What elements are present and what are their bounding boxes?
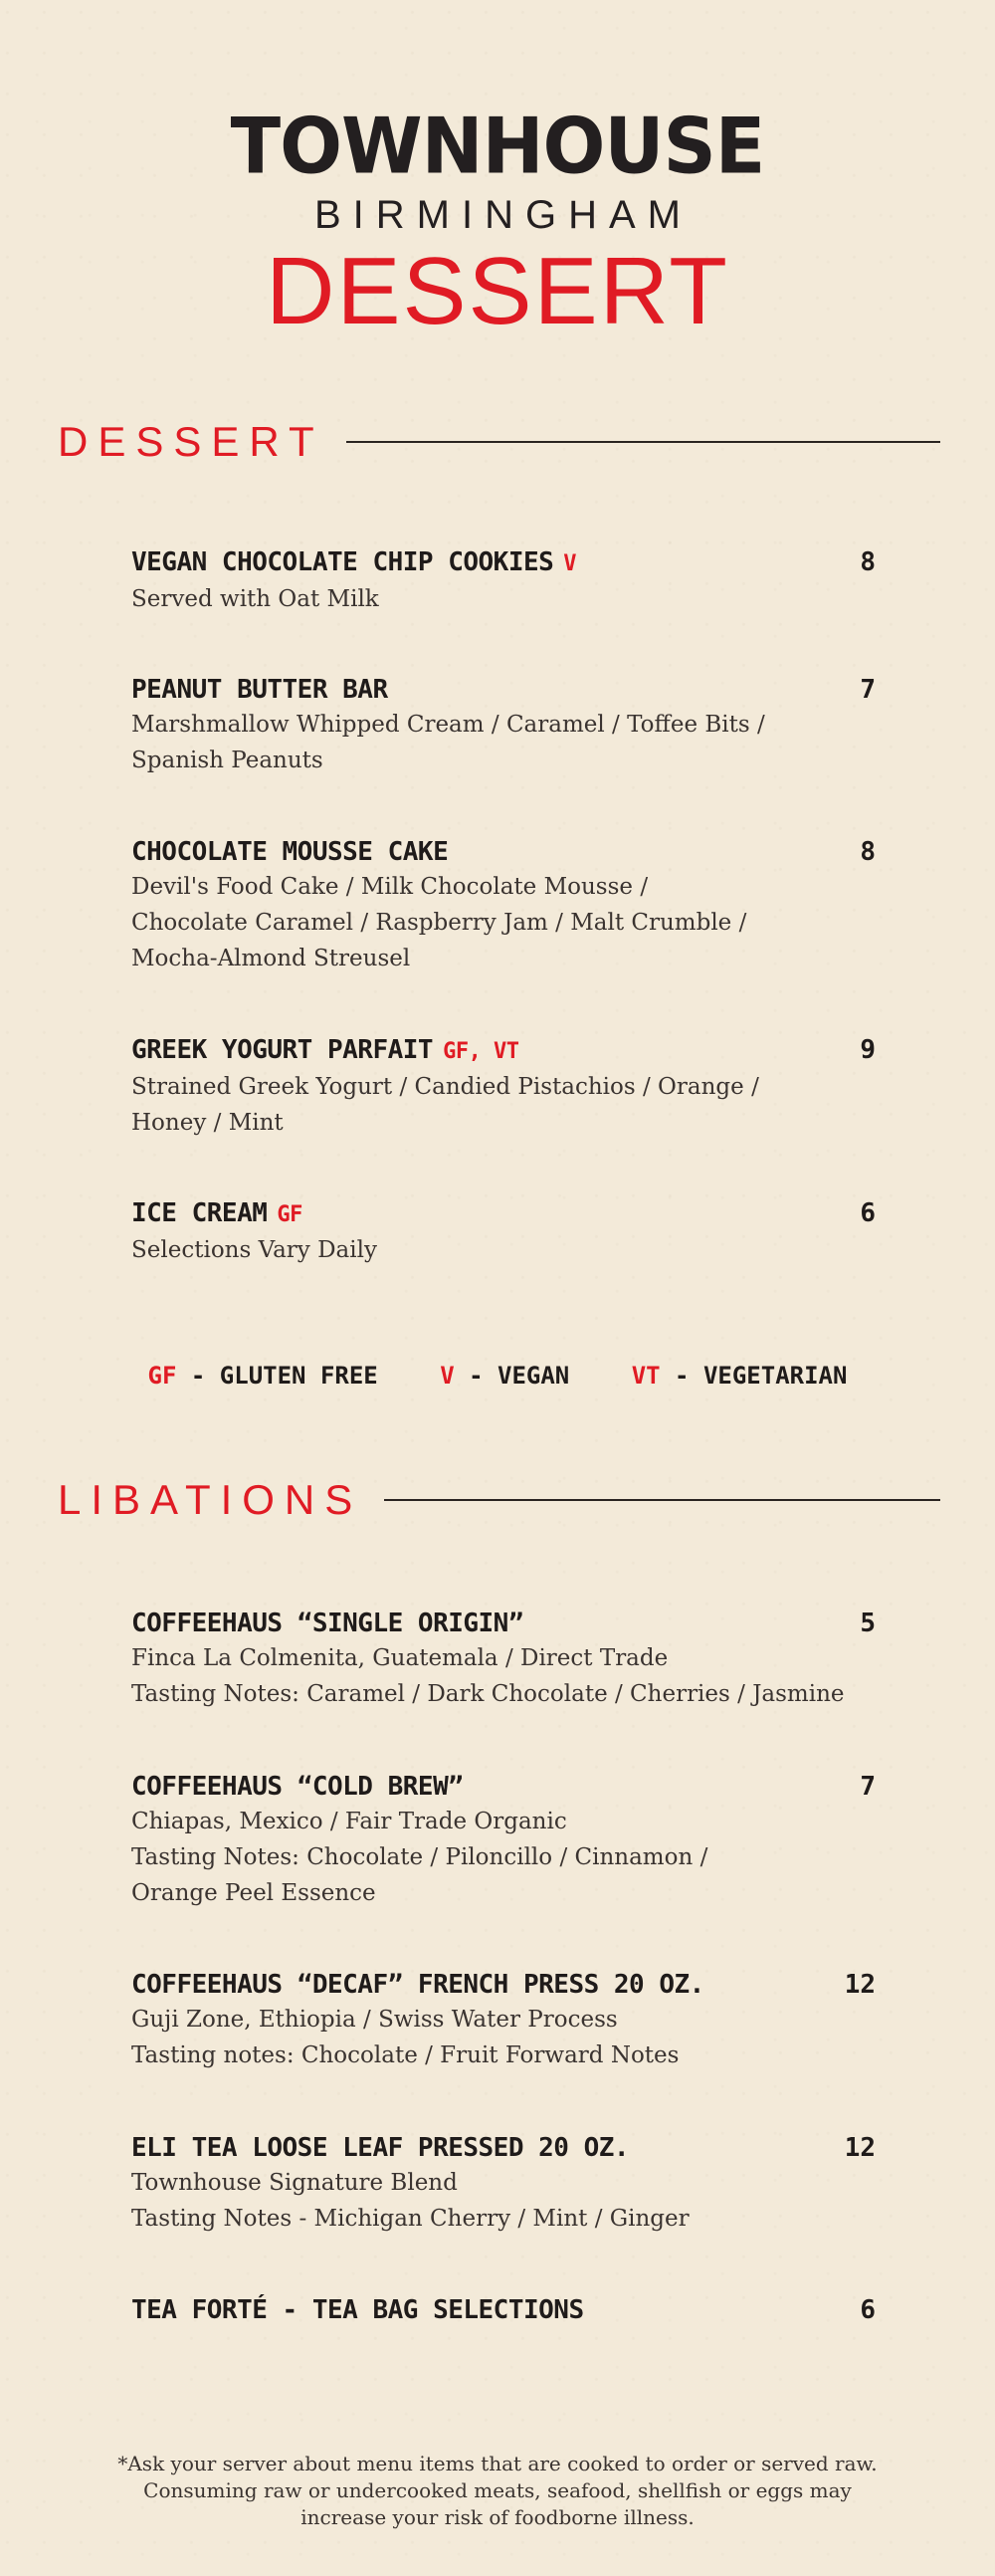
item-description-line: Finca La Colmenita, Guatemala / Direct Trade <box>131 1645 669 1671</box>
item-name: ELI TEA LOOSE LEAF PRESSED 20 OZ. <box>131 2133 630 2163</box>
item-description-line: Mocha-Almond Streusel <box>131 946 411 971</box>
legend-code: VT <box>631 1362 661 1390</box>
legend-text: - VEGETARIAN <box>660 1362 848 1390</box>
menu-item <box>131 1196 876 1268</box>
item-name: GREEK YOGURT PARFAIT <box>131 1035 434 1065</box>
item-price: 9 <box>860 1035 876 1065</box>
legend-text: - VEGAN <box>454 1362 570 1390</box>
menu-item <box>131 1770 876 1911</box>
disclaimer-line: *Ask your server about menu items that are cooked to order or served raw. <box>117 2452 878 2475</box>
legend-code: GF <box>147 1362 177 1390</box>
disclaimer-line: Consuming raw or undercooked meats, seafood, shellfish or eggs may <box>143 2478 852 2502</box>
item-description-line: Chocolate Caramel / Raspberry Jam / Malt Crumble / <box>131 910 747 936</box>
item-price: 7 <box>860 675 876 705</box>
item-price: 6 <box>860 2295 876 2325</box>
item-description-line: Strained Greek Yogurt / Candied Pistachios / Orange / <box>131 1074 759 1100</box>
item-diet-tag: V <box>563 551 577 576</box>
legend-entry <box>440 1362 569 1390</box>
item-diet-tag: GF, VT <box>443 1039 519 1064</box>
item-description-line: Tasting Notes - Michigan Cherry / Mint / Ginger <box>131 2206 690 2232</box>
item-name: ICE CREAM <box>131 1198 268 1228</box>
item-description-line: Townhouse Signature Blend <box>131 2170 458 2196</box>
item-name: COFFEEHAUS “DECAF” FRENCH PRESS 20 OZ. <box>131 1970 704 2000</box>
section-heading-libations <box>58 1476 940 1524</box>
item-name: COFFEEHAUS “COLD BREW” <box>131 1772 464 1802</box>
item-description-line: Spanish Peanuts <box>131 748 323 773</box>
item-price: 12 <box>844 1970 876 2000</box>
item-name: COFFEEHAUS “SINGLE ORIGIN” <box>131 1609 523 1638</box>
item-description-line: Honey / Mint <box>131 1110 284 1136</box>
menu-item <box>131 673 876 778</box>
menu-item <box>131 1968 876 2073</box>
menu-item <box>131 835 876 976</box>
item-price: 8 <box>860 547 876 577</box>
item-price: 5 <box>860 1609 876 1638</box>
item-description-line: Selections Vary Daily <box>131 1237 377 1263</box>
item-price: 8 <box>860 837 876 867</box>
section-label: DESSERT <box>58 418 324 465</box>
section-divider <box>346 441 940 443</box>
menu-item <box>131 1607 876 1712</box>
disclaimer-line: increase your risk of foodborne illness. <box>300 2505 695 2529</box>
item-price: 7 <box>860 1772 876 1802</box>
brand-logo-text: TOWNHOUSE <box>230 101 765 192</box>
item-description-line: Served with Oat Milk <box>131 586 379 612</box>
section-heading-dessert <box>58 418 940 466</box>
dietary-legend <box>0 1362 995 1390</box>
menu-header <box>0 101 995 344</box>
legend-entry <box>148 1362 378 1390</box>
allergy-disclaimer <box>0 2451 995 2531</box>
item-name: PEANUT BUTTER BAR <box>131 675 388 705</box>
item-description-line: Tasting Notes: Chocolate / Piloncillo / Cinnamon / <box>131 1844 708 1870</box>
menu-item <box>131 2293 876 2327</box>
item-name: TEA FORTÉ - TEA BAG SELECTIONS <box>131 2295 584 2325</box>
item-description-line: Guji Zone, Ethiopia / Swiss Water Process <box>131 2007 618 2033</box>
section-divider <box>384 1499 940 1501</box>
menu-item <box>131 1033 876 1141</box>
section-label: LIBATIONS <box>58 1476 363 1523</box>
item-description-line: Marshmallow Whipped Cream / Caramel / Toffee Bits / <box>131 712 765 738</box>
item-description-line: Chiapas, Mexico / Fair Trade Organic <box>131 1809 567 1834</box>
legend-code: V <box>440 1362 455 1390</box>
city-name: BIRMINGHAM <box>314 193 693 237</box>
menu-item <box>131 2131 876 2237</box>
item-description-line: Tasting Notes: Caramel / Dark Chocolate / Cherries / Jasmine <box>131 1681 845 1707</box>
item-name: VEGAN CHOCOLATE CHIP COOKIES <box>131 547 554 577</box>
item-price: 6 <box>860 1198 876 1228</box>
item-description-line: Tasting notes: Chocolate / Fruit Forward Notes <box>131 2042 680 2068</box>
legend-entry <box>632 1362 848 1390</box>
item-price: 12 <box>844 2133 876 2163</box>
item-diet-tag: GF <box>277 1202 302 1227</box>
item-description-line: Devil's Food Cake / Milk Chocolate Mousse / <box>131 874 649 900</box>
item-description-line: Orange Peel Essence <box>131 1880 376 1906</box>
menu-title: DESSERT <box>266 238 729 344</box>
item-name: CHOCOLATE MOUSSE CAKE <box>131 837 449 867</box>
menu-item <box>131 545 876 617</box>
legend-text: - GLUTEN FREE <box>176 1362 378 1390</box>
